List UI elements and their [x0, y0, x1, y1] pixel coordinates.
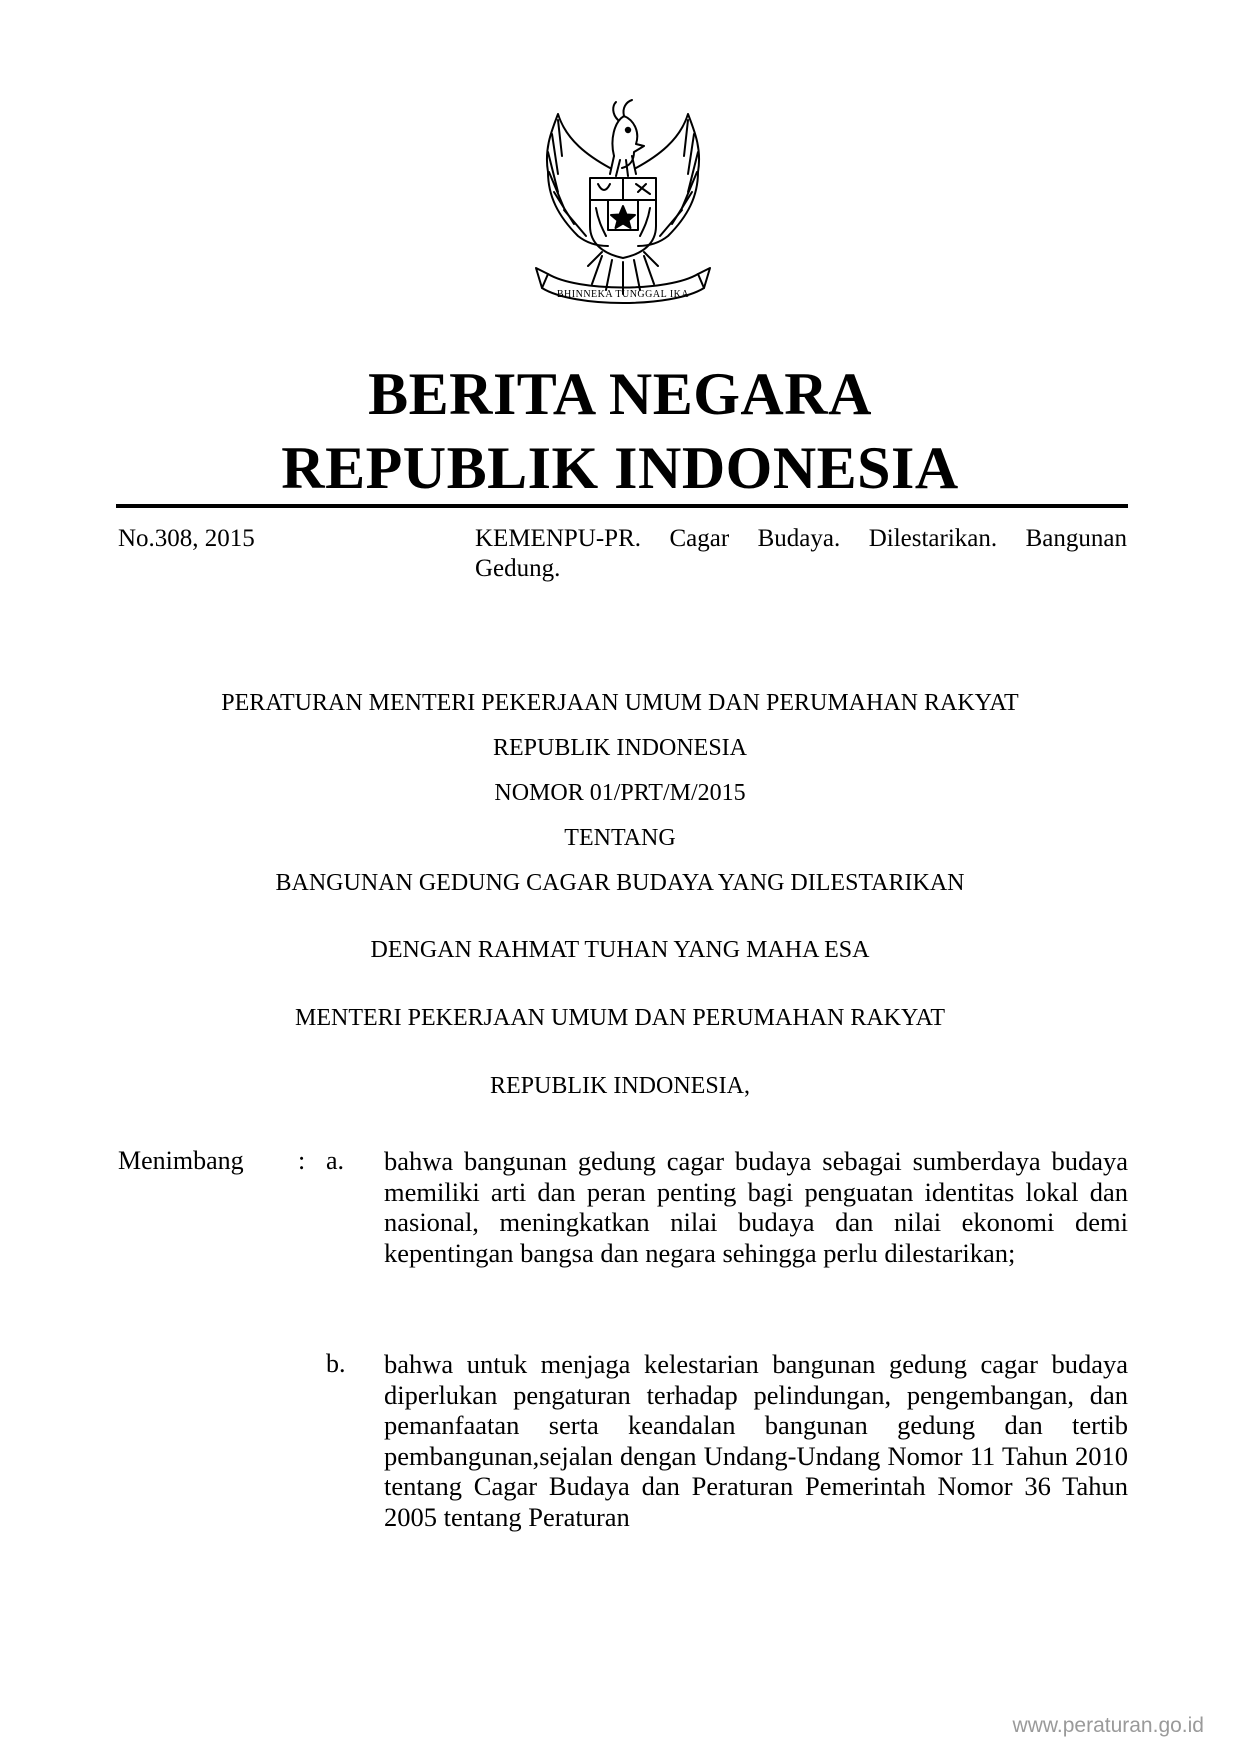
regulation-about-label: TENTANG: [564, 825, 676, 851]
source-watermark: www.peraturan.go.id: [1012, 1714, 1204, 1737]
consideration-marker: a.: [326, 1146, 345, 1175]
regulation-title: PERATURAN MENTERI PEKERJAAN UMUM DAN PERUMAHAN RAKYAT: [221, 690, 1019, 716]
consideration-text: bahwa bangunan gedung cagar budaya sebagai sumberdaya budaya memiliki arti dan peran penting bagi penguatan identitas lokal dan nasional, meningkatkan nilai budaya dan nilai ekonomi demi kepentingan bangsa dan negara sehingga perlu dilestarikan;: [384, 1146, 1128, 1268]
emblem-motto: BHINNEKA TUNGGAL IKA: [556, 289, 690, 300]
considerations-label: Menimbang: [118, 1146, 244, 1175]
considerations-colon: :: [298, 1146, 306, 1175]
issue-subject: KEMENPU-PR. Cagar Budaya. Dilestarikan. Bangunan Gedung.: [475, 525, 1127, 582]
minister-country: REPUBLIK INDONESIA,: [490, 1073, 750, 1099]
issue-number: No.308, 2015: [118, 525, 255, 552]
regulation-country: REPUBLIK INDONESIA: [493, 735, 747, 761]
header-rule: [116, 504, 1128, 508]
regulation-number: NOMOR 01/PRT/M/2015: [494, 780, 746, 806]
garuda-emblem: [518, 96, 728, 308]
page-title: BERITA NEGARA: [368, 361, 872, 427]
consideration-text: bahwa untuk menjaga kelestarian bangunan gedung cagar budaya diperlukan pengaturan terhadap pelindungan, pengembangan, dan pemanfaatan serta keandalan bangunan gedung dan tertib pembangunan,sejalan dengan Undang-Undang Nomor 11 Tahun 2010 tentang Cagar Budaya dan Peraturan Pemerintah Nomor 36 Tahun 2005 tentang Peraturan: [384, 1349, 1128, 1532]
consideration-marker: b.: [326, 1349, 346, 1378]
page-subtitle: REPUBLIK INDONESIA: [281, 435, 959, 501]
regulation-subject: BANGUNAN GEDUNG CAGAR BUDAYA YANG DILESTARIKAN: [275, 870, 965, 896]
minister-title: MENTERI PEKERJAAN UMUM DAN PERUMAHAN RAKYAT: [294, 1005, 946, 1031]
invocation: DENGAN RAHMAT TUHAN YANG MAHA ESA: [370, 937, 870, 963]
